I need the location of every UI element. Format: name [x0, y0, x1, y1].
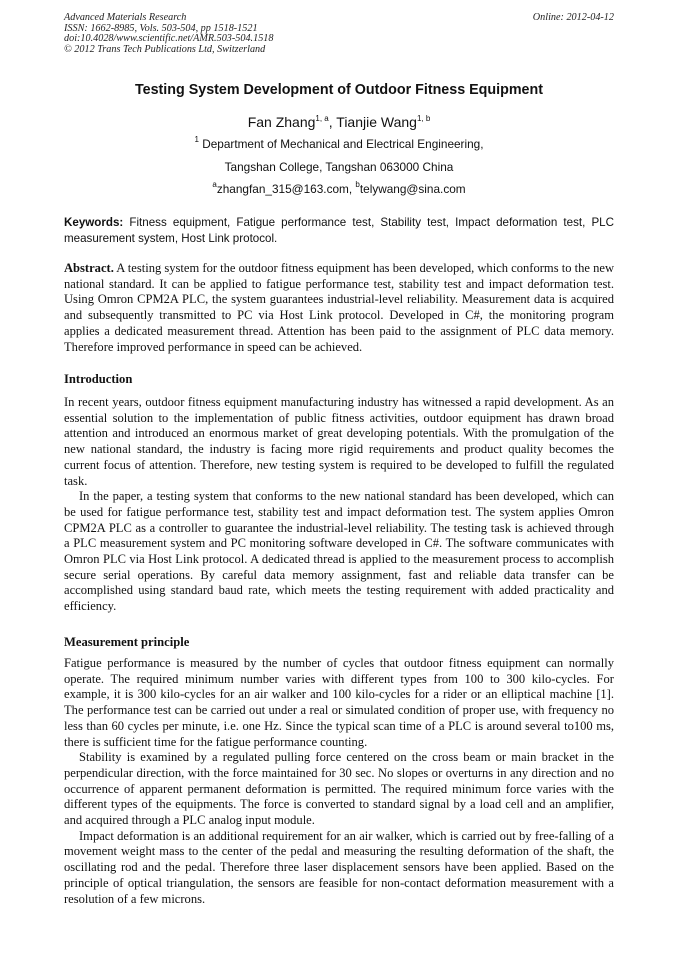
affiliation-institution: Tangshan College, Tangshan 063000 China — [224, 160, 454, 174]
paragraph: Fatigue performance is measured by the number of cycles that outdoor fitness equipment can normally operate. The required minimum number varies with different types from 100 to 300 kilo-cycles. For example, it is 300 kilo-cycles for an air walker and 100 kilo-cycles for a rider or an elliptical machine [1]. The performance test can be carried out under a real or simulated condition of proper use, with frequency no less than 60 cycles per minute, i.e. one Hz. Since the typical scan time of a PLC is around several to100 ms, there is sufficient time for the fatigue performance counting. — [64, 656, 614, 749]
paragraph: In the paper, a testing system that conforms to the new national standard has been developed, which can be used for fatigue performance test, stability test and impact deformation test. The system applies Omron CPM2A PLC as a controller to guarantee the industrial-level reliability. The testing task is achieved through a PLC measurement system and PC monitoring software developed in C#. The software communicates with Omron PLC via Host Link protocol. A dedicated thread is applied to the measurement process to accomplish secure serial operations. By careful data memory assignment, fast and reliable data transfer can be accomplished using standard baud rate, which meets the testing requirement with added practicality and efficiency. — [64, 489, 614, 614]
abstract-paragraph — [64, 261, 614, 355]
journal-name: Advanced Materials Research — [64, 12, 187, 23]
keywords-label: Keywords: — [64, 216, 124, 229]
abstract-text: A testing system for the outdoor fitness equipment has been developed, which conforms to the new national standard. It can be applied to fatigue performance test, stability test and impact deformation test. Using Omron CPM2A PLC, the system guarantees industrial-level reliability. Measurement data is acquired and subsequently transmitted to PC via Host Link protocol. Developed in C#, the monitoring program applies a dedicated measurement thread. Attention has been paid to the assignment of PLC data memory. Therefore improved performance in speed can be achieved. — [64, 261, 614, 354]
author-line — [64, 113, 614, 131]
copyright-line: © 2012 Trans Tech Publications Ltd, Switzerland — [64, 43, 266, 55]
keywords-text: Fitness equipment, Fatigue performance test, Stability test, Impact deformation test, PLC measurement system, Host Link protocol. — [64, 216, 614, 245]
affiliation-department — [64, 137, 614, 152]
author-affiliation-marker: 1, a — [315, 114, 329, 123]
journal-header — [64, 13, 614, 55]
paragraph: In recent years, outdoor fitness equipment manufacturing industry has witnessed a rapid development. As an essential solution to the implementation of public fitness activities, outdoor equipment has drawn broad attention and introduced an enormous market of great developing potentials. With the promulgation of the new national standard, the industry is facing more rigid requirements and product quality becomes the current focus of attention. Therefore, new testing system is required to be developed to fulfill the regulated task. — [64, 395, 614, 488]
email-address: zhangfan_315@163.com, — [216, 182, 356, 196]
email-address: telywang@sina.com — [359, 182, 466, 196]
paper-title: Testing System Development of Outdoor Fitness Equipment — [134, 82, 544, 98]
email-marker: b — [355, 180, 360, 189]
author-affiliation-marker: 1, b — [416, 114, 431, 123]
doi-line: doi:10.4028/www.scientific.net/AMR.503-504.1518 — [64, 33, 274, 45]
author-name: Tianjie Wang — [336, 114, 417, 130]
affiliation-marker: 1 — [194, 135, 199, 144]
issn-line: ISSN: 1662-8985, Vols. 503-504, pp 1518-1521 — [64, 22, 258, 34]
online-date: Online: 2012-04-12 — [532, 12, 614, 23]
paragraph: Stability is examined by a regulated pulling force centered on the cross beam or main bracket in the perpendicular direction, with the force maintained for 30 sec. No slopes or overturns in any direction and no occurrence of apparent permanent deformation is permitted. The required minimum force varies with the different types of the equipments. The force is converted to standard signal by a load cell and an amplifier, and acquired through a PLC analog input module. — [64, 750, 614, 828]
keywords-block — [64, 215, 614, 247]
email-marker: a — [212, 180, 217, 189]
section-heading-introduction: Introduction — [64, 372, 133, 386]
affiliation-text: Department of Mechanical and Electrical Engineering, — [198, 137, 484, 151]
abstract-label: Abstract. — [64, 261, 114, 275]
abstract-block — [64, 261, 614, 355]
measurement-section — [64, 656, 614, 907]
author-name: Fan Zhang — [247, 114, 316, 130]
section-heading-measurement: Measurement principle — [64, 635, 190, 649]
author-emails — [64, 182, 614, 197]
paragraph: Impact deformation is an additional requirement for an air walker, which is carried out by free-falling of a movement weight mass to the center of the pedal and measuring the resulting deformation of the shaft, the oscillating rod and the pedal. Therefore three laser displacement sensors have been applied. Based on the principle of optical triangulation, the sensors are feasible for non-contact deformation measurement with a resolution of a few microns. — [64, 828, 614, 906]
author-separator: , — [328, 114, 337, 130]
introduction-section — [64, 395, 614, 615]
